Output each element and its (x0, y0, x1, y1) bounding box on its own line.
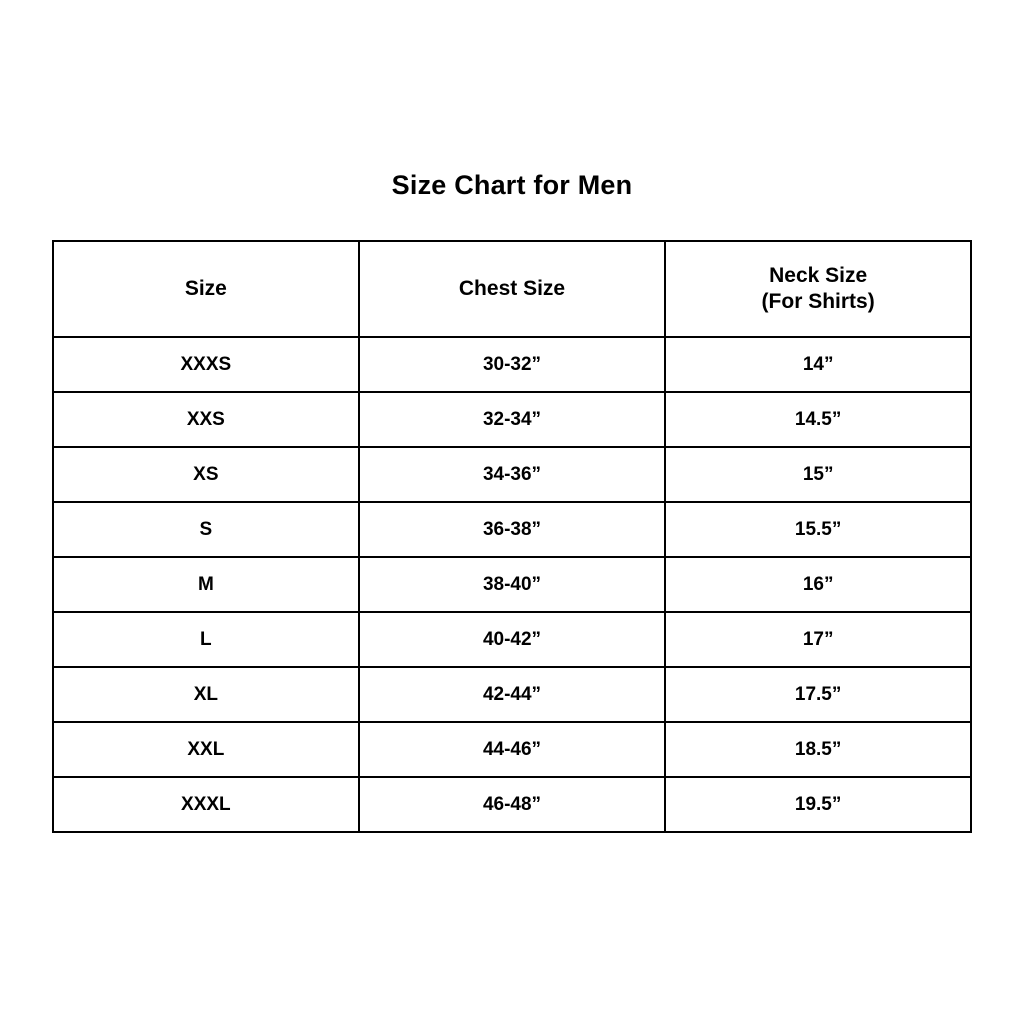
table-row (53, 447, 971, 502)
cell-size: XXS (53, 392, 359, 447)
cell-neck: 17” (665, 612, 971, 667)
cell-size: S (53, 502, 359, 557)
column-header-neck-sublabel: (For Shirts) (761, 290, 875, 313)
cell-chest: 32-34” (359, 392, 666, 447)
cell-neck: 14.5” (665, 392, 971, 447)
cell-size: XXXS (53, 337, 359, 392)
column-header-neck (665, 241, 971, 337)
cell-chest: 34-36” (359, 447, 666, 502)
table-row (53, 392, 971, 447)
cell-size: XXXL (53, 777, 359, 832)
cell-chest: 46-48” (359, 777, 666, 832)
cell-chest: 38-40” (359, 557, 666, 612)
column-header-chest-label: Chest Size (458, 276, 566, 300)
column-header-size (53, 241, 359, 337)
cell-neck: 14” (665, 337, 971, 392)
table-row (53, 777, 971, 832)
cell-chest: 42-44” (359, 667, 666, 722)
table-header-row (53, 241, 971, 337)
cell-neck: 19.5” (665, 777, 971, 832)
cell-neck: 18.5” (665, 722, 971, 777)
cell-neck: 17.5” (665, 667, 971, 722)
cell-chest: 44-46” (359, 722, 666, 777)
table-body (53, 337, 971, 832)
cell-size: XL (53, 667, 359, 722)
cell-neck: 16” (665, 557, 971, 612)
cell-size: M (53, 557, 359, 612)
table-row (53, 502, 971, 557)
column-header-neck-label: Neck Size (769, 263, 868, 287)
table-row (53, 667, 971, 722)
cell-neck: 15.5” (665, 502, 971, 557)
table-row (53, 612, 971, 667)
cell-size: L (53, 612, 359, 667)
column-header-size-label: Size (184, 276, 227, 300)
cell-size: XXL (53, 722, 359, 777)
cell-chest: 30-32” (359, 337, 666, 392)
cell-chest: 36-38” (359, 502, 666, 557)
cell-chest: 40-42” (359, 612, 666, 667)
cell-neck: 15” (665, 447, 971, 502)
size-chart-table (52, 240, 972, 833)
cell-size: XS (53, 447, 359, 502)
table-row (53, 337, 971, 392)
table-header (53, 241, 971, 337)
table-row (53, 722, 971, 777)
table-row (53, 557, 971, 612)
column-header-chest (359, 241, 666, 337)
page-title: Size Chart for Men (391, 170, 633, 200)
